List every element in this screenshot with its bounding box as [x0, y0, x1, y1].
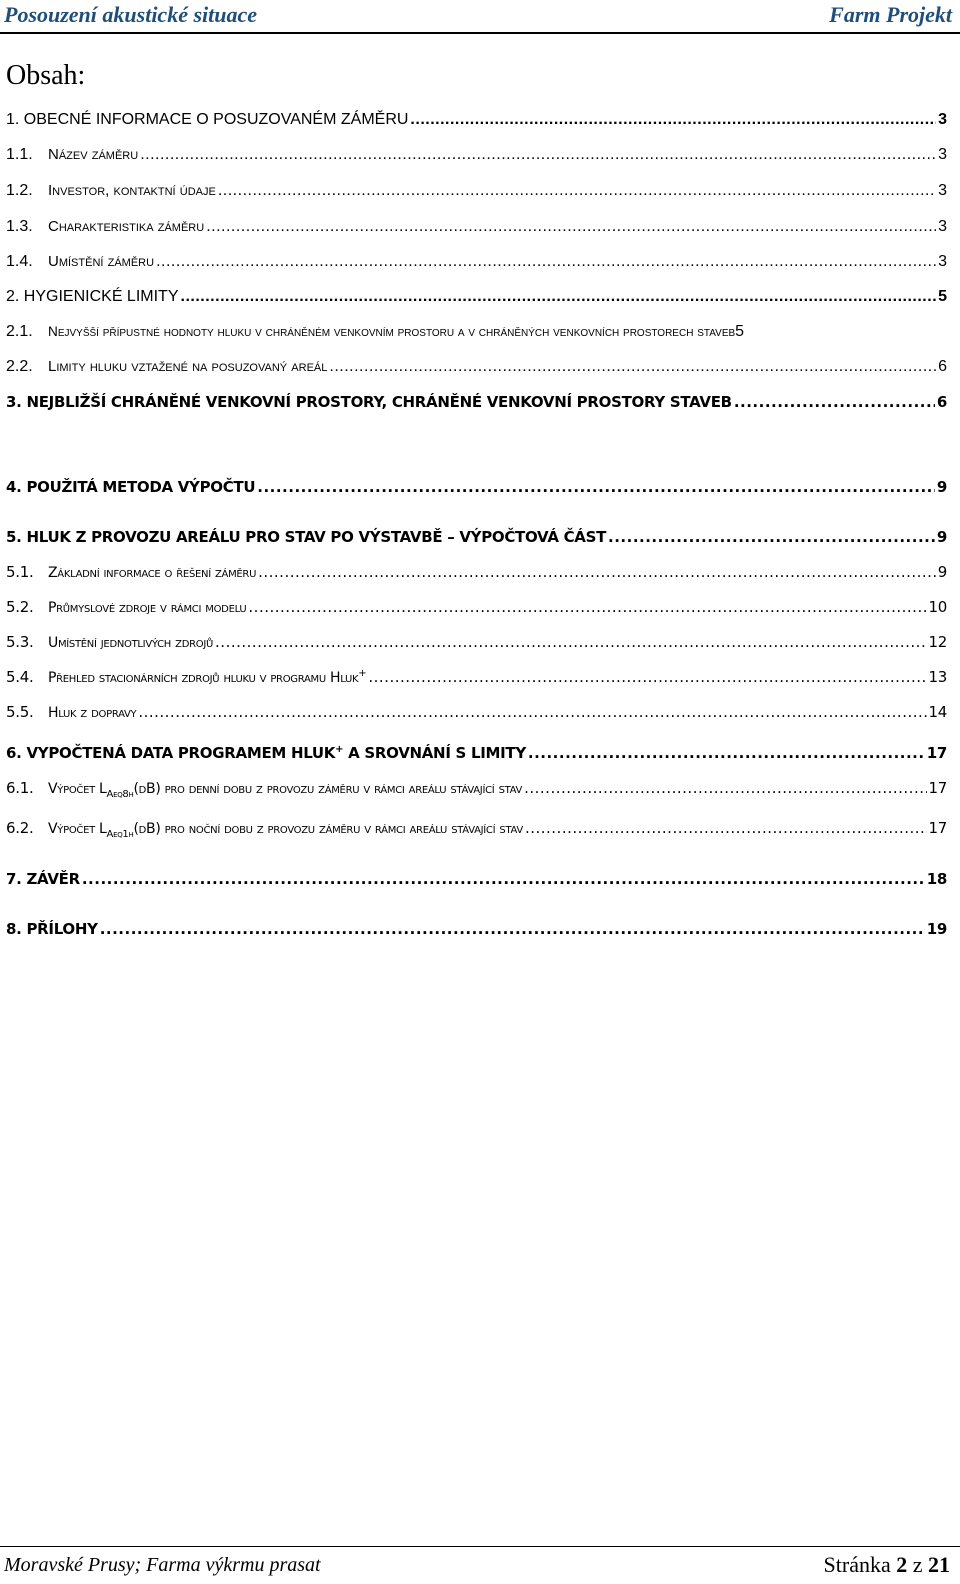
toc-leader-dots [257, 478, 935, 496]
toc-entry-number: 8. [6, 920, 22, 938]
toc-entry-number: 5.2. [6, 598, 34, 616]
toc-entry[interactable] [6, 779, 947, 805]
toc-entry-number: 1.4. [6, 253, 33, 270]
footer-page-counter [824, 1552, 950, 1578]
toc-entry-page: 10 [928, 598, 947, 616]
superscript-plus: + [358, 668, 367, 679]
toc-entry-page: 14 [928, 703, 947, 721]
toc-entry[interactable] [6, 323, 947, 349]
toc-entry[interactable] [6, 146, 947, 172]
toc-entry-title: Limity hluku vztažené na posuzovaný areál [48, 358, 328, 375]
header-document-title: Posouzení akustické situace [4, 2, 258, 27]
toc-entry-page: 5 [938, 288, 947, 305]
toc-entry-page: 19 [926, 920, 947, 938]
toc-entry-page: 3 [938, 218, 947, 235]
toc-entry-number: 1. [6, 111, 20, 128]
toc-entry[interactable] [6, 598, 947, 624]
toc-entry-page: 13 [928, 668, 947, 686]
toc-entry-number: 2.1. [6, 323, 33, 340]
toc-entry[interactable] [6, 111, 947, 137]
footer-current-page: 2 [896, 1552, 908, 1577]
toc-entry-number: 5. [6, 528, 22, 546]
toc-leader-dots [258, 563, 936, 581]
toc-entry[interactable] [6, 668, 947, 694]
toc-entry-page: 6 [938, 358, 947, 375]
toc-leader-dots [248, 598, 926, 616]
toc-title: Obsah: [6, 60, 86, 91]
footer-total-pages: 21 [928, 1552, 950, 1577]
toc-leader-dots [329, 358, 936, 376]
toc-entry-number: 6.2. [6, 819, 34, 837]
toc-entry-page: 17 [928, 779, 947, 797]
toc-leader-dots [734, 393, 935, 411]
toc-entry-number: 5.4. [6, 668, 34, 686]
toc-entry-page: 9 [937, 563, 947, 581]
toc-leader-dots [206, 218, 936, 236]
toc-entry-number: 5.3. [6, 633, 34, 651]
toc-entry-title: ZÁVĚR [26, 870, 80, 888]
toc-entry[interactable] [6, 870, 947, 896]
toc-entry[interactable] [6, 253, 947, 279]
toc-entry-number: 3. [6, 393, 22, 411]
header-company-name: Farm Projekt [829, 2, 952, 27]
toc-leader-dots [368, 668, 926, 686]
toc-leader-dots [215, 633, 926, 651]
toc-leader-dots [140, 146, 936, 164]
toc-entry-title: Název záměru [48, 146, 139, 163]
footer-rule [0, 1546, 960, 1547]
toc-entry-title: HLUK Z PROVOZU AREÁLU PRO STAV PO VÝSTAVBĚ – VÝPOČTOVÁ ČÁST [26, 528, 607, 546]
toc-entry[interactable] [6, 528, 947, 554]
toc-entry-title: Charakteristika záměru [48, 218, 205, 235]
toc-leader-dots [528, 744, 925, 762]
toc-entry-number: 2.2. [6, 358, 33, 375]
toc-entry-page: 3 [938, 111, 947, 128]
toc-entry[interactable] [6, 182, 947, 208]
toc-entry-number: 6. [6, 744, 22, 762]
toc-entry-page: 3 [938, 253, 947, 270]
toc-entry-title: Nejvyšší přípustné hodnoty hluku v chráněném venkovním prostoru a v chráněných venkovních prostorech staveb [48, 324, 736, 339]
superscript-plus: + [335, 744, 344, 755]
toc-entry-title: Investor, kontaktní údaje [48, 182, 216, 199]
toc-entry-title-text: (dB) pro denní dobu z provozu záměru v rámci areálu stávající stav [133, 781, 523, 797]
toc-entry-page: 6 [936, 393, 947, 411]
toc-entry[interactable] [6, 703, 947, 729]
toc-entry-title-text: (dB) pro noční dobu z provozu záměru v rámci areálu stávající stav [133, 821, 523, 837]
footer-page-label: Stránka [823, 1552, 891, 1577]
toc-entry[interactable] [6, 563, 947, 589]
toc-entry-number: 1.3. [6, 218, 33, 235]
toc-entry-title-text: VYPOČTENÁ DATA PROGRAMEM HLUK [26, 744, 336, 762]
toc-entry-page: 5 [735, 323, 745, 340]
toc-entry-title-text: Přehled stacionárních zdrojů hluku v programu Hluk [48, 670, 359, 686]
toc-entry[interactable] [6, 393, 947, 419]
toc-entry-title-prefix: Výpočet L [48, 781, 107, 797]
toc-entry-page: 18 [926, 870, 947, 888]
toc-leader-dots [218, 182, 936, 200]
footer-of-label: z [912, 1552, 923, 1577]
toc-entry-title: Umístění záměru [48, 253, 155, 270]
toc-entry-title: PŘÍLOHY [26, 920, 98, 938]
subscript-aeq1h: Aeq1h [106, 829, 134, 840]
toc-leader-dots [608, 528, 935, 546]
toc-entry-page: 17 [926, 744, 947, 762]
toc-leader-dots [156, 253, 936, 271]
toc-entry-page: 9 [936, 528, 947, 546]
toc-entry-title [48, 781, 522, 800]
toc-entry[interactable] [6, 819, 947, 845]
toc-entry[interactable] [6, 744, 947, 770]
toc-entry-number: 1.1. [6, 146, 33, 163]
toc-leader-dots [524, 779, 926, 797]
subscript-aeq8h: Aeq8h [106, 789, 134, 800]
toc-entry[interactable] [6, 358, 947, 384]
toc-entry-title: Umístění jednotlivých zdrojů [48, 635, 214, 651]
toc-entry-title-suffix: A SROVNÁNÍ S LIMITY [343, 744, 526, 762]
toc-entry-page: 9 [936, 478, 947, 496]
toc-entry-page: 12 [928, 633, 947, 651]
toc-entry-title [48, 668, 366, 686]
toc-entry-number: 5.1. [6, 563, 34, 581]
toc-entry-page: 3 [938, 182, 947, 199]
toc-entry-title: Průmyslové zdroje v rámci modelu [48, 600, 247, 616]
toc-entry-number: 7. [6, 870, 22, 888]
toc-entry-title: OBECNÉ INFORMACE O POSUZOVANÉM ZÁMĚRU [23, 111, 409, 128]
footer-project-name: Moravské Prusy; Farma výkrmu prasat [4, 1554, 321, 1576]
toc-entry-title-prefix: Výpočet L [48, 821, 107, 837]
toc-entry-title: NEJBLIŽŠÍ CHRÁNĚNÉ VENKOVNÍ PROSTORY, CHRÁNĚNÉ VENKOVNÍ PROSTORY STAVEB [26, 393, 732, 411]
toc-entry-title: Základní informace o řešení záměru [48, 565, 257, 581]
toc-entry-number: 1.2. [6, 182, 33, 199]
toc-entry-number: 2. [6, 288, 20, 305]
toc-entry-title: POUŽITÁ METODA VÝPOČTU [26, 478, 256, 496]
toc-entry-title: Hluk z dopravy [48, 705, 137, 721]
toc-entry-number: 5.5. [6, 703, 34, 721]
toc-entry[interactable] [6, 288, 947, 314]
toc-entry-number: 6.1. [6, 779, 34, 797]
toc-leader-dots [410, 111, 936, 129]
toc-leader-dots [138, 703, 926, 721]
toc-entry-page: 17 [928, 819, 947, 837]
toc-leader-dots [525, 819, 927, 837]
toc-entry[interactable] [6, 633, 947, 659]
toc-entry-number: 4. [6, 478, 22, 496]
toc-leader-dots [100, 920, 925, 938]
toc-entry-page: 3 [938, 146, 947, 163]
toc-leader-dots [181, 288, 937, 306]
toc-entry[interactable] [6, 920, 947, 946]
toc-entry[interactable] [6, 478, 947, 504]
toc-entry[interactable] [6, 218, 947, 244]
toc-leader-dots [82, 870, 925, 888]
toc-entry-title: HYGIENICKÉ LIMITY [23, 288, 179, 305]
toc-entry-title [48, 821, 523, 840]
toc-entry-title [26, 744, 525, 762]
